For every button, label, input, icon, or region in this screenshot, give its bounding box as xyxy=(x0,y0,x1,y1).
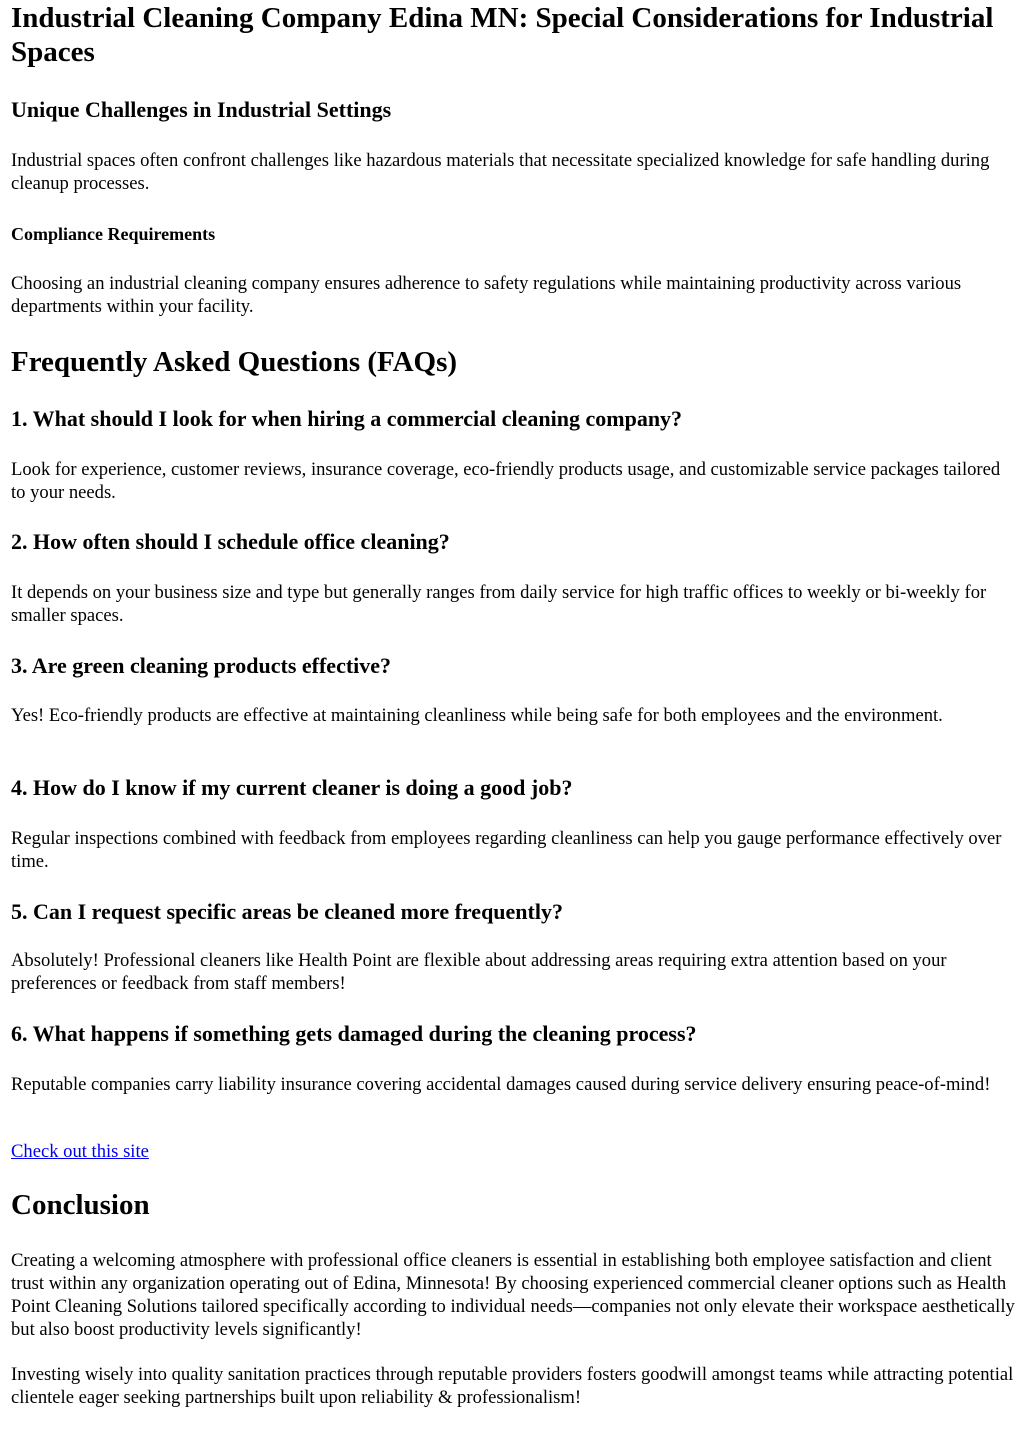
faq-answer-6: Reputable companies carry liability insurance covering accidental damages caused during service delivery ensuring peace-of-mind! xyxy=(11,1074,991,1095)
faq-question-4: 4. How do I know if my current cleaner is doing a good job? xyxy=(11,775,573,800)
section-text-compliance: Choosing an industrial cleaning company ensures adherence to safety regulations while maintaining productivity across various departments within your facility. xyxy=(11,273,962,317)
faq-heading: Frequently Asked Questions (FAQs) xyxy=(11,346,458,378)
section-text-unique-challenges: Industrial spaces often confront challenges like hazardous materials that necessitate specialized knowledge for safe handling during cleanup processes. xyxy=(11,150,990,194)
faq-question-6: 6. What happens if something gets damaged during the cleaning process? xyxy=(11,1021,697,1046)
page-title: Industrial Cleaning Company Edina MN: Special Considerations for Industrial Spaces xyxy=(11,2,994,68)
faq-question-5: 5. Can I request specific areas be cleaned more frequently? xyxy=(11,899,563,924)
faq-answer-4: Regular inspections combined with feedback from employees regarding cleanliness can help you gauge performance effectively over time. xyxy=(11,828,1002,872)
link-container xyxy=(11,1140,1016,1163)
faq-answer-2: It depends on your business size and type but generally ranges from daily service for high traffic offices to weekly or bi-weekly for smaller spaces. xyxy=(11,582,987,626)
conclusion-paragraph-2: Investing wisely into quality sanitation practices through reputable providers fosters goodwill amongst teams while attracting potential clientele eager seeking partnerships built upon reliability & professionalism! xyxy=(11,1364,1014,1408)
faq-answer-1: Look for experience, customer reviews, insurance coverage, eco-friendly products usage, and customizable service packages tailored to your needs. xyxy=(11,459,1001,503)
section-heading-compliance: Compliance Requirements xyxy=(11,224,216,244)
faq-question-3: 3. Are green cleaning products effective? xyxy=(11,653,392,678)
faq-answer-5: Absolutely! Professional cleaners like Health Point are flexible about addressing areas requiring extra attention based on your preferences or feedback from staff members! xyxy=(11,950,947,994)
faq-answer-3: Yes! Eco-friendly products are effective at maintaining cleanliness while being safe for both employees and the environment. xyxy=(11,705,943,726)
section-heading-unique-challenges: Unique Challenges in Industrial Settings xyxy=(11,97,392,122)
conclusion-paragraph-1: Creating a welcoming atmosphere with professional office cleaners is essential in establishing both employee satisfaction and client trust within any organization operating out of Edina, Minnesota! By choosing experienced commercial cleaner options such as Health Point Cleaning Solutions tailored specifically according to individual needs—companies not only elevate their workspace aesthetically but also boost productivity levels significantly! xyxy=(11,1250,1015,1340)
faq-question-1: 1. What should I look for when hiring a commercial cleaning company? xyxy=(11,406,683,431)
faq-question-2: 2. How often should I schedule office cleaning? xyxy=(11,529,450,554)
check-out-site-link[interactable]: Check out this site xyxy=(11,1141,149,1162)
conclusion-heading: Conclusion xyxy=(11,1189,150,1221)
